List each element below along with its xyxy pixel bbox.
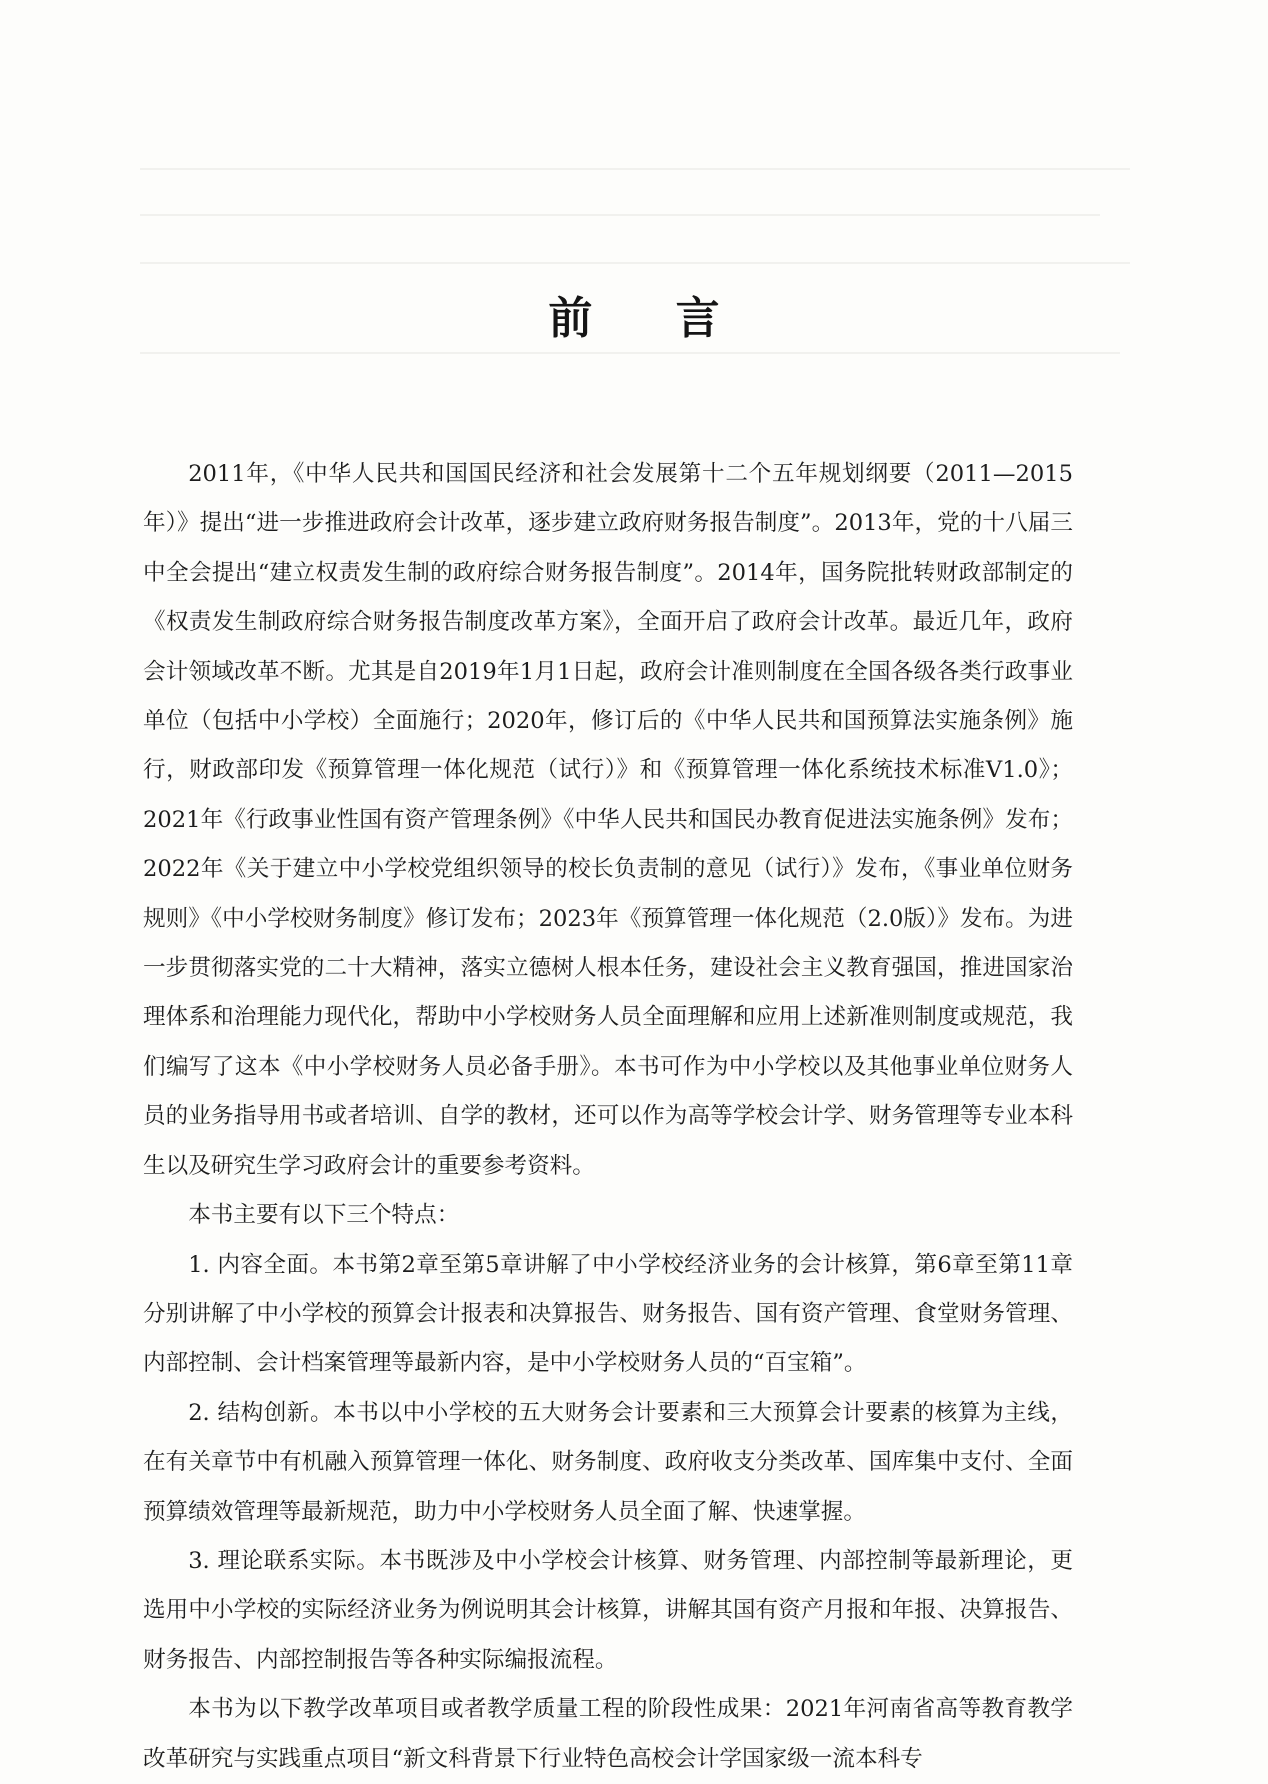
page-title: 前 言 [548, 293, 754, 344]
paragraph-feature-2: 2. 结构创新。本书以中小学校的五大财务会计要素和三大预算会计要素的核算为主线，在有关章节中有机融入预算管理一体化、财务制度、政府收支分类改革、国库集中支付、全面预算绩效管理等最新规范，助力中小学校财务人员全面了解、快速掌握。 [143, 1399, 1073, 1525]
paragraph-feature-3: 3. 理论联系实际。本书既涉及中小学校会计核算、财务管理、内部控制等最新理论，更选用中小学校的实际经济业务为例说明其会计核算，讲解其国有资产月报和年报、决算报告、财务报告、内部控制报告等各种实际编报流程。 [143, 1547, 1073, 1673]
paragraph-background: 2011年，《中华人民共和国国民经济和社会发展第十二个五年规划纲要（2011—2015年）》提出“进一步推进政府会计改革，逐步建立政府财务报告制度”。2013年，党的十八届三中全会提出“建立权责发生制的政府综合财务报告制度”。2014年，国务院批转财政部制定的《权责发生制政府综合财务报告制度改革方案》，全面开启了政府会计改革。最近几年，政府会计领域改革不断。尤其是自2019年1月1日起，政府会计准则制度在全国各级各类行政事业单位（包括中小学校）全面施行；2020年，修订后的《中华人民共和国预算法实施条例》施行，财政部印发《预算管理一体化规范（试行）》和《预算管理一体化系统技术标准V1.0》；2021年《行政事业性国有资产管理条例》《中华人民共和国民办教育促进法实施条例》发布；2022年《关于建立中小学校党组织领导的校长负责制的意见（试行）》发布，《事业单位财务规则》《中小学校财务制度》修订发布；2023年《预算管理一体化规范（2.0版）》发布。为进一步贯彻落实党的二十大精神，落实立德树人根本任务，建设社会主义教育强国，推进国家治理体系和治理能力现代化，帮助中小学校财务人员全面理解和应用上述新准则制度或规范，我们编写了这本《中小学校财务人员必备手册》。本书可作为中小学校以及其他事业单位财务人员的业务指导用书或者培训、自学的教材，还可以作为高等学校会计学、财务管理等专业本科生以及研究生学习政府会计的重要参考资料。 [143, 461, 1073, 1179]
paragraph-projects: 本书为以下教学改革项目或者教学质量工程的阶段性成果：2021年河南省高等教育教学改革研究与实践重点项目“新文科背景下行业特色高校会计学国家级一流本科专 [143, 1696, 1073, 1772]
bleed-through-line [140, 352, 1120, 354]
bleed-through-line [140, 168, 1130, 170]
bleed-through-line [140, 262, 1130, 264]
preface-body [143, 450, 1073, 1784]
bleed-through-line [140, 214, 1100, 216]
paragraph-feature-1: 1. 内容全面。本书第2章至第5章讲解了中小学校经济业务的会计核算，第6章至第11章分别讲解了中小学校的预算会计报表和决算报告、财务报告、国有资产管理、食堂财务管理、内部控制、会计档案管理等最新内容，是中小学校财务人员的“百宝箱”。 [143, 1251, 1073, 1377]
paragraph-features-intro: 本书主要有以下三个特点： [188, 1202, 460, 1229]
